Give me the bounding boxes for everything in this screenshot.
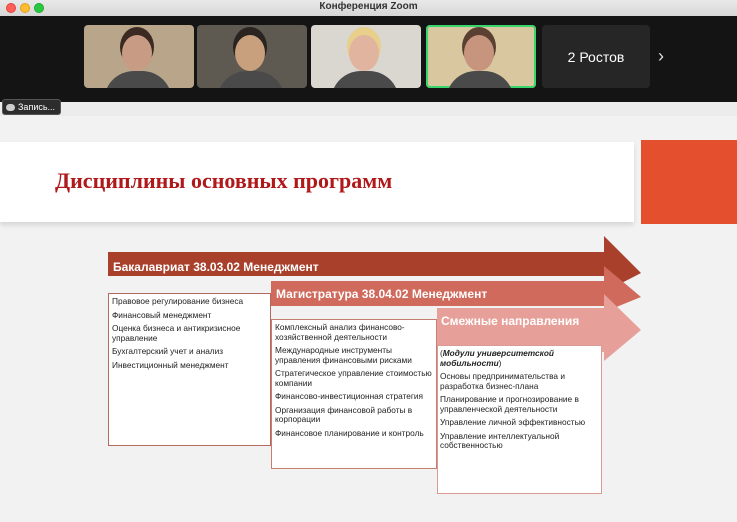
course-item: Международные инструменты управления финансовыми рисками: [275, 345, 412, 365]
program-title-bachelor: Бакалавриат 38.03.02 Менеджмент: [113, 260, 319, 274]
course-item: Инвестиционный менеджмент: [112, 359, 229, 370]
course-item: Финансовый менеджмент: [112, 309, 212, 320]
course-item: Планирование и прогнозирование в управленческой деятельности: [440, 394, 579, 414]
program-title-related: Смежные направления: [441, 314, 580, 328]
course-item: Комплексный анализ финансово-хозяйственной деятельности: [275, 322, 405, 342]
course-item: Бухгалтерский учет и анализ: [112, 346, 224, 356]
participant-body: [104, 71, 172, 88]
participant-video-tile[interactable]: [197, 25, 307, 88]
participant-body: [331, 71, 399, 88]
recording-label: Запись...: [18, 102, 56, 112]
course-item: Правовое регулирование бизнеса: [112, 296, 244, 306]
slide-title: Дисциплины основных программ: [55, 168, 393, 193]
window-titlebar: [0, 0, 737, 17]
participant-head: [464, 35, 494, 71]
course-item: Организация финансовой работы в корпорации: [275, 404, 413, 424]
course-item: Оценка бизнеса и антикризисное управление: [112, 323, 241, 343]
recording-indicator[interactable]: [2, 99, 61, 115]
participant-video-tile[interactable]: [311, 25, 421, 88]
master-courses-box: [271, 319, 437, 469]
participant-strip: [0, 16, 737, 102]
course-item: Финансово-инвестиционная стратегия: [275, 391, 424, 401]
course-item: Управление личной эффективностью: [440, 417, 586, 427]
participant-body: [446, 71, 514, 88]
mobility-modules-note: (Модули университетской мобильности): [440, 348, 554, 368]
window-title: Конференция Zoom: [319, 1, 418, 12]
participant-head: [235, 35, 265, 71]
course-item: Управление интеллектуальной собственностью: [440, 430, 560, 450]
course-item: Основы предпринимательства и разработка бизнес-плана: [440, 371, 565, 391]
shared-screen: [0, 116, 737, 522]
cloud-icon: [6, 104, 15, 111]
course-item: Стратегическое управление стоимостью компании: [275, 368, 432, 388]
program-title-master: Магистратура 38.04.02 Менеджмент: [276, 287, 488, 301]
participant-body: [217, 71, 285, 88]
participant-name-tile[interactable]: 2 Ростов: [542, 25, 650, 88]
participant-video-tile[interactable]: [426, 25, 536, 88]
course-item: Финансовое планирование и контроль: [275, 427, 424, 438]
participant-video-tile[interactable]: [84, 25, 194, 88]
participant-head: [122, 35, 152, 71]
bachelor-courses-box: [108, 293, 271, 446]
participant-head: [349, 35, 379, 71]
related-courses-box: [437, 345, 602, 494]
chevron-right-icon[interactable]: ›: [658, 46, 664, 66]
